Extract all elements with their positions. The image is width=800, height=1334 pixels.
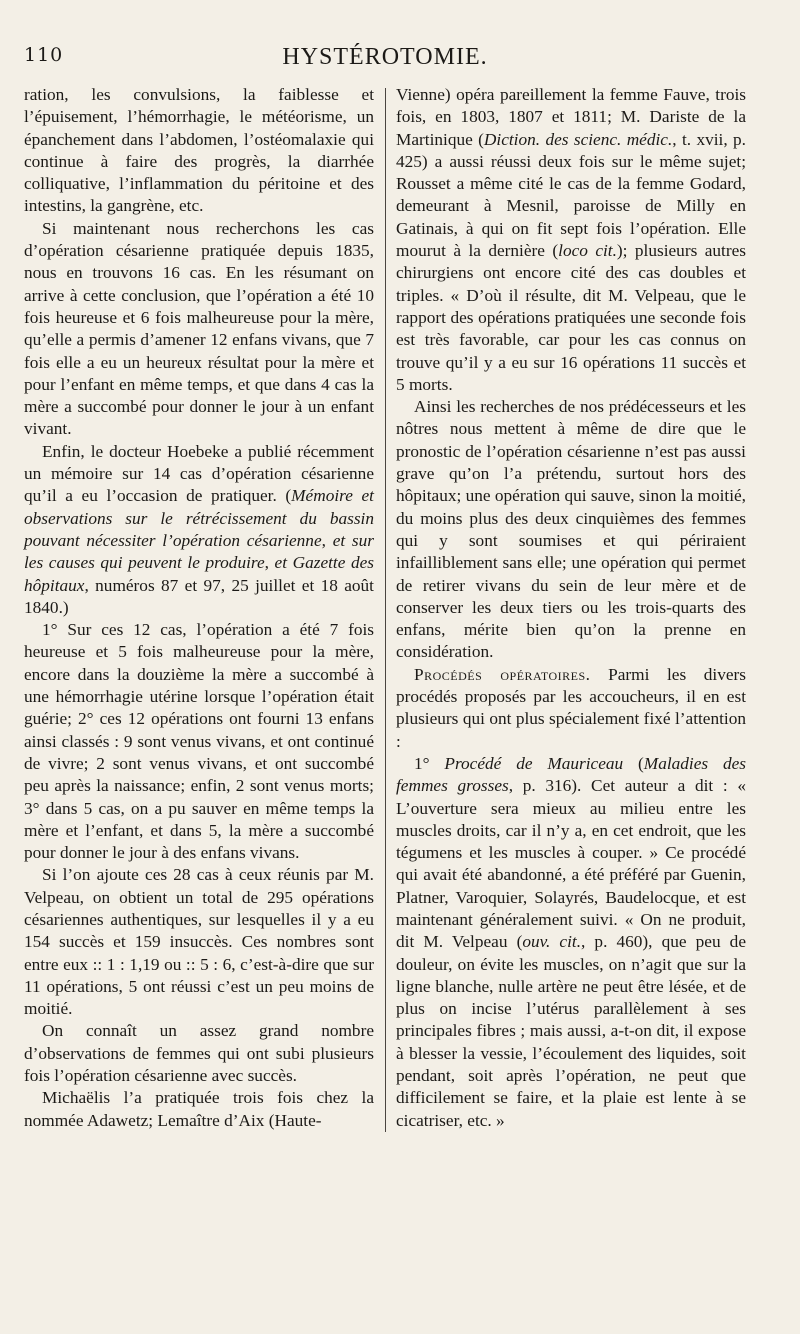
text-run: Enfin, le docteur Hoebeke a publié récemment un mémoire sur 14 cas d’opération césarienne qu’il a eu l’occasion de pratiquer. (	[24, 441, 374, 506]
text-run: ,	[264, 553, 275, 573]
italic-title: Maladies des femmes grosses	[396, 753, 746, 796]
text-columns	[24, 84, 746, 1132]
text-run: Parmi les divers procédés proposés par les accoucheurs, il en est plusieurs qui ont plus spécialement fixé l’attention :	[396, 664, 747, 751]
italic-title: Mémoire et observations sur le rétrécissement du bassin pouvant nécessiter l’opération césarienne	[24, 486, 374, 550]
italic-title: ouv. cit.	[522, 932, 582, 952]
paragraph: ration, les convulsions, la faiblesse et l’épuisement, l’hémorrhagie, le météorisme, un épanchement dans l’abdomen, l’ostéomalaxie qui continue à faire des progrès, la diarrhée colliquative, l’inflammation du péritoine et des intestins, la gangrène, etc.	[24, 85, 374, 216]
italic-title: loco cit.	[558, 241, 617, 261]
paragraph: 1° Sur ces 12 cas, l’opération a été 7 fois heureuse et 5 fois malheureuse pour la mère, encore dans la douzième la mère a succombé à une hémorrhagie utérine lorsque l’opération était guérie; 2° ces 12 opérations ont fourni 13 enfans ainsi classés : 9 sont venus vivans, et ont continué de vivre; 2 sont venus vivans, et ont succombé peu après la naissance; enfin, 2 sont venus morts; 3° dans 5 cas, on a pu sauver en même temps la mère et l’enfant, et dans 5, la mère a succombé pour donner le jour à des enfans vivans.	[24, 620, 374, 863]
text-run: 1°	[414, 753, 445, 773]
left-column	[24, 84, 374, 1132]
paragraph: On connaît un assez grand nombre d’observations de femmes qui ont subi plusieurs fois l’opération césarienne avec succès.	[24, 1021, 374, 1086]
page-number: 110	[24, 44, 64, 66]
italic-title: Diction. des scienc. médic.	[483, 129, 673, 149]
paragraph: Si l’on ajoute ces 28 cas à ceux réunis par M. Velpeau, on obtient un total de 295 opérations césariennes authentiques, sur lesquelles il y a eu 154 succès et 159 insuccès. Ces nombres sont entre eux :: 1 : 1,19 ou :: 5 : 6, c’est-à-dire que sur 11 opérations, 5 ont réussi c’est un peu moins de moitié.	[24, 865, 374, 1019]
right-column	[396, 84, 746, 1132]
text-run: , p. 316). Cet auteur a dit : « L’ouverture sera mieux au milieu entre les muscles droits, car il n’y a, en cet endroit, que les tégumens et les muscles à couper. » Ce procédé qui avait été abandonné, a été préféré par Guenin, Platner, Varoquier, Solayrés, Baudelocque, et est maintenant généralement suivi. « On ne produit, dit M. Velpeau (	[396, 776, 747, 952]
column-divider	[385, 88, 386, 1132]
italic-title: Procédé de Mauriceau	[444, 753, 624, 773]
paragraph	[396, 84, 746, 396]
text-run: ,	[321, 530, 333, 550]
text-run: , t. xvii, p. 425) a aussi réussi deux fois sur le même sujet; Rousset a même cité le cas de la femme Godard, demeurant à Mesnil, paroisse de Milly en Gatinais, à qui on fit sept fois l’opération. Elle mourut à la dernière (	[396, 129, 746, 261]
italic-title: et Gazette des hôpitaux	[24, 553, 374, 595]
paragraph	[24, 441, 374, 619]
paragraph: Michaëlis l’a pratiquée trois fois chez la nommée Adawetz; Lemaître d’Aix (Haute-	[24, 1088, 374, 1130]
text-run: (	[623, 753, 644, 773]
text-run: , p. 460), que peu de douleur, on évite les muscles, on n’agit que sur la ligne blanche, nulle artère ne peut être lésée, et de plus on incise l’utérus parallèlement à ses principales fibres ; mais aussi, a-t-on dit, il expose à blesser la vessie, l’écoulement des liquides, soit pendant, soit après l’opération, ne peut que difficilement se faire, et la plaie est lente à se cicatriser, etc. »	[396, 932, 746, 1130]
text-run: , numéros 87 et 97, 25 juillet et 18 août 1840.)	[24, 575, 374, 617]
paragraph: Si maintenant nous recherchons les cas d’opération césarienne pratiquée depuis 1835, nous en trouvons 16 cas. En les résumant on arrive à cette conclusion, que l’opération a été 10 fois heureuse et 6 fois malheureuse pour la mère, qu’elle a permis d’amener 12 enfans vivans, que 7 fois elle a eu un heureux résultat pour la mère et pour l’enfant en même temps, et que dans 4 cas la mère a succombé pour donner le jour à un enfant vivant.	[24, 218, 374, 439]
section-heading: Procédés opératoires.	[414, 664, 591, 684]
running-title: HYSTÉROTOMIE.	[282, 44, 488, 70]
page-header	[24, 44, 746, 78]
paragraph	[396, 664, 746, 753]
paragraph	[396, 753, 746, 1132]
paragraph: Ainsi les recherches de nos prédécesseurs et les nôtres nous mettent à même de dire que le pronostic de l’opération césarienne n’est pas aussi grave qu’on l’a prétendu, surtout hors des hôpitaux; une opération qui sauve, sinon la moitié, du moins plus des deux cinquièmes des femmes qui y sont soumises et qui périraient infailliblement sans elle; une opération qui permet de retirer vivans du sein de leur mère et de conserver les deux tiers ou les trois-quarts des enfans, mérite bien qu’on la prenne en considération.	[396, 397, 746, 662]
italic-title: et sur les causes qui peuvent le produire	[24, 530, 374, 573]
text-run: ); plusieurs autres chirurgiens ont encore cité des cas doubles et triples. « D’où il résulte, dit M. Velpeau, que le rapport des opérations pratiquées une seconde fois est très favorable, car pour les cas connus on trouve qu’il y a eu sur 16 opérations 11 succès et 5 morts.	[396, 241, 746, 394]
text-run: Vienne) opéra pareillement la femme Fauve, trois fois, en 1803, 1807 et 1811; M. Dariste de la Martinique (	[396, 85, 746, 149]
